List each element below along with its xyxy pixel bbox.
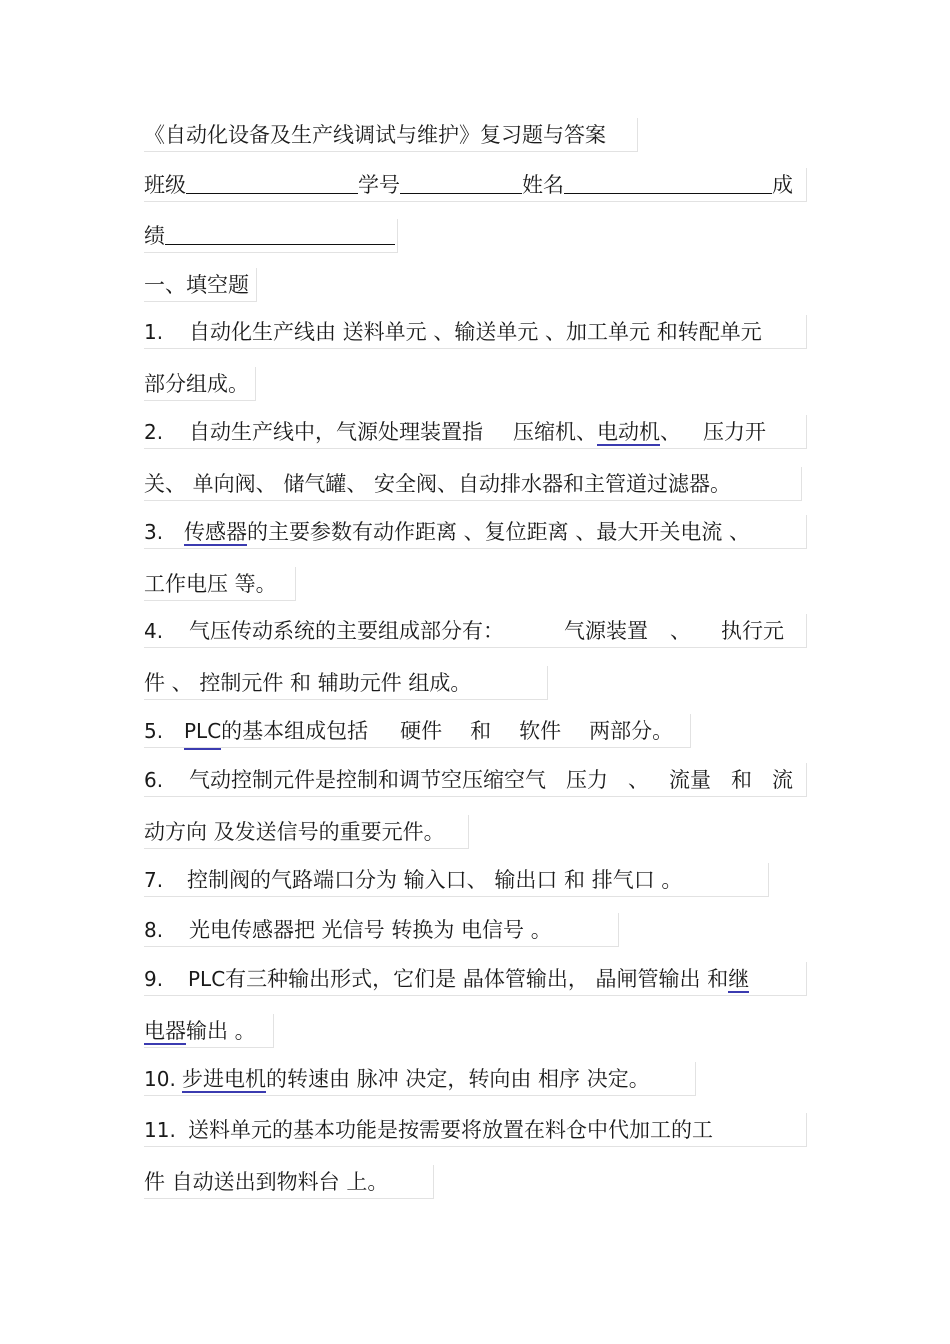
score-line [144, 219, 398, 253]
question-5-text-a5: 软件 [519, 719, 562, 743]
score-label-b: 绩 [144, 224, 165, 248]
question-2-text-a1: 自动生产线中，气源处理装置指 [189, 420, 483, 444]
id-label: 学号 [358, 173, 400, 197]
question-8-number: 8. [144, 918, 164, 942]
question-4-text-a1: 气压传动系统的主要组成部分有： [189, 619, 504, 643]
score-label-a: 成 [772, 173, 793, 197]
question-10-number: 10. [144, 1067, 176, 1091]
question-9-text-a1: PLC [188, 967, 226, 991]
question-2-text-a4: 、 [660, 420, 681, 444]
question-9-line-2 [144, 1014, 274, 1048]
question-7-line-1 [144, 863, 769, 897]
id-field[interactable] [400, 169, 522, 194]
question-5-text-a2: 的基本组成包括 [221, 719, 369, 743]
question-10-line-1 [144, 1062, 696, 1096]
title-text: 《自动化设备及生产线调试与维护》复习题与答案 [144, 123, 606, 147]
question-5-number: 5. [144, 719, 164, 743]
question-9-number: 9. [144, 967, 164, 991]
question-6-number: 6. [144, 768, 164, 792]
header-fields [144, 168, 807, 202]
question-9-text-b2: 输出 。 [186, 1019, 256, 1043]
question-3-line-1 [144, 515, 807, 549]
question-4-text-a2: 气源装置 [564, 619, 648, 643]
question-3-text-a1: 传感器 [184, 520, 247, 544]
question-2-line-1 [144, 415, 807, 449]
question-6-text-a6: 流 [772, 768, 793, 792]
question-2-text-b: 关、 单向阀、 储气罐、 安全阀、自动排水器和主管道过滤器。 [144, 472, 732, 496]
question-4-line-1 [144, 614, 807, 648]
question-6-text-b: 动方向 及发送信号的重要元件。 [144, 820, 445, 844]
question-6-text-a5: 和 [731, 768, 752, 792]
question-6-text-a4: 流量 [669, 768, 711, 792]
question-1-text-b: 部分组成。 [144, 372, 249, 396]
question-6-line-1 [144, 763, 807, 797]
question-10-text-a2: 的转速由 脉冲 决定，转向由 相序 决定。 [266, 1067, 650, 1091]
question-8-line-1 [144, 913, 619, 947]
name-label: 姓名 [522, 173, 564, 197]
section-title-text: 一、填空题 [144, 273, 249, 297]
question-4-text-a3: 、 [670, 619, 691, 643]
question-1-line-1 [144, 315, 807, 349]
class-label: 班级 [144, 173, 186, 197]
question-9-text-a2: 有三种输出形式，它们是 晶体管输出， 晶闸管输出 和 [225, 967, 729, 991]
question-5-text-a1: PLC [184, 714, 221, 750]
question-9-text-b1: 电器 [144, 1019, 186, 1043]
question-6-text-a2: 压力 [566, 768, 608, 792]
question-1-number: 1. [144, 320, 164, 344]
question-9-text-a3: 继 [728, 967, 750, 991]
question-11-text-a: 送料单元的基本功能是按需要将放置在料仓中代加工的工 [188, 1118, 713, 1142]
question-2-number: 2. [144, 420, 164, 444]
question-8-text-a: 光电传感器把 光信号 转换为 电信号 。 [189, 918, 552, 942]
question-3-number: 3. [144, 520, 164, 544]
question-1-text-a: 自动化生产线由 送料单元 、输送单元 、加工单元 和转配单元 [189, 320, 762, 344]
question-2-text-a2: 压缩机、 [513, 420, 597, 444]
question-11-line-1 [144, 1113, 807, 1147]
question-1-line-2 [144, 367, 256, 401]
question-9-line-1 [144, 962, 807, 996]
question-6-text-a1: 气动控制元件是控制和调节空压缩空气 [189, 768, 546, 792]
score-field[interactable] [165, 220, 395, 245]
question-5-line-1 [144, 714, 691, 748]
question-7-number: 7. [144, 868, 164, 892]
question-3-line-2 [144, 567, 296, 601]
question-2-line-2 [144, 467, 802, 501]
question-2-text-a5: 压力开 [703, 420, 766, 444]
question-5-text-a6: 两部分。 [589, 719, 674, 743]
section-title [144, 268, 257, 302]
question-4-text-a4: 执行元 [721, 619, 784, 643]
question-4-number: 4. [144, 619, 164, 643]
question-11-line-2 [144, 1165, 434, 1199]
class-field[interactable] [186, 169, 358, 194]
name-field[interactable] [564, 169, 772, 194]
question-5-text-a4: 和 [470, 719, 492, 743]
question-4-text-b: 件 、 控制元件 和 辅助元件 组成。 [144, 671, 472, 695]
document-title [144, 118, 638, 152]
question-3-text-a2: 的主要参数有动作距离 、复位距离 、最大开关电流 、 [247, 520, 751, 544]
question-11-number: 11. [144, 1118, 176, 1142]
question-3-text-b: 工作电压 等。 [144, 572, 277, 596]
question-11-text-b: 件 自动送出到物料台 上。 [144, 1170, 389, 1194]
question-2-text-a3: 电动机 [597, 420, 660, 444]
question-5-text-a3: 硬件 [400, 719, 443, 743]
question-4-line-2 [144, 666, 548, 700]
question-7-text-a: 控制阀的气路端口分为 输入口、 输出口 和 排气口 。 [187, 868, 683, 892]
question-10-text-a1: 步进电机 [182, 1067, 266, 1091]
question-6-line-2 [144, 815, 469, 849]
question-6-text-a3: 、 [628, 768, 649, 792]
